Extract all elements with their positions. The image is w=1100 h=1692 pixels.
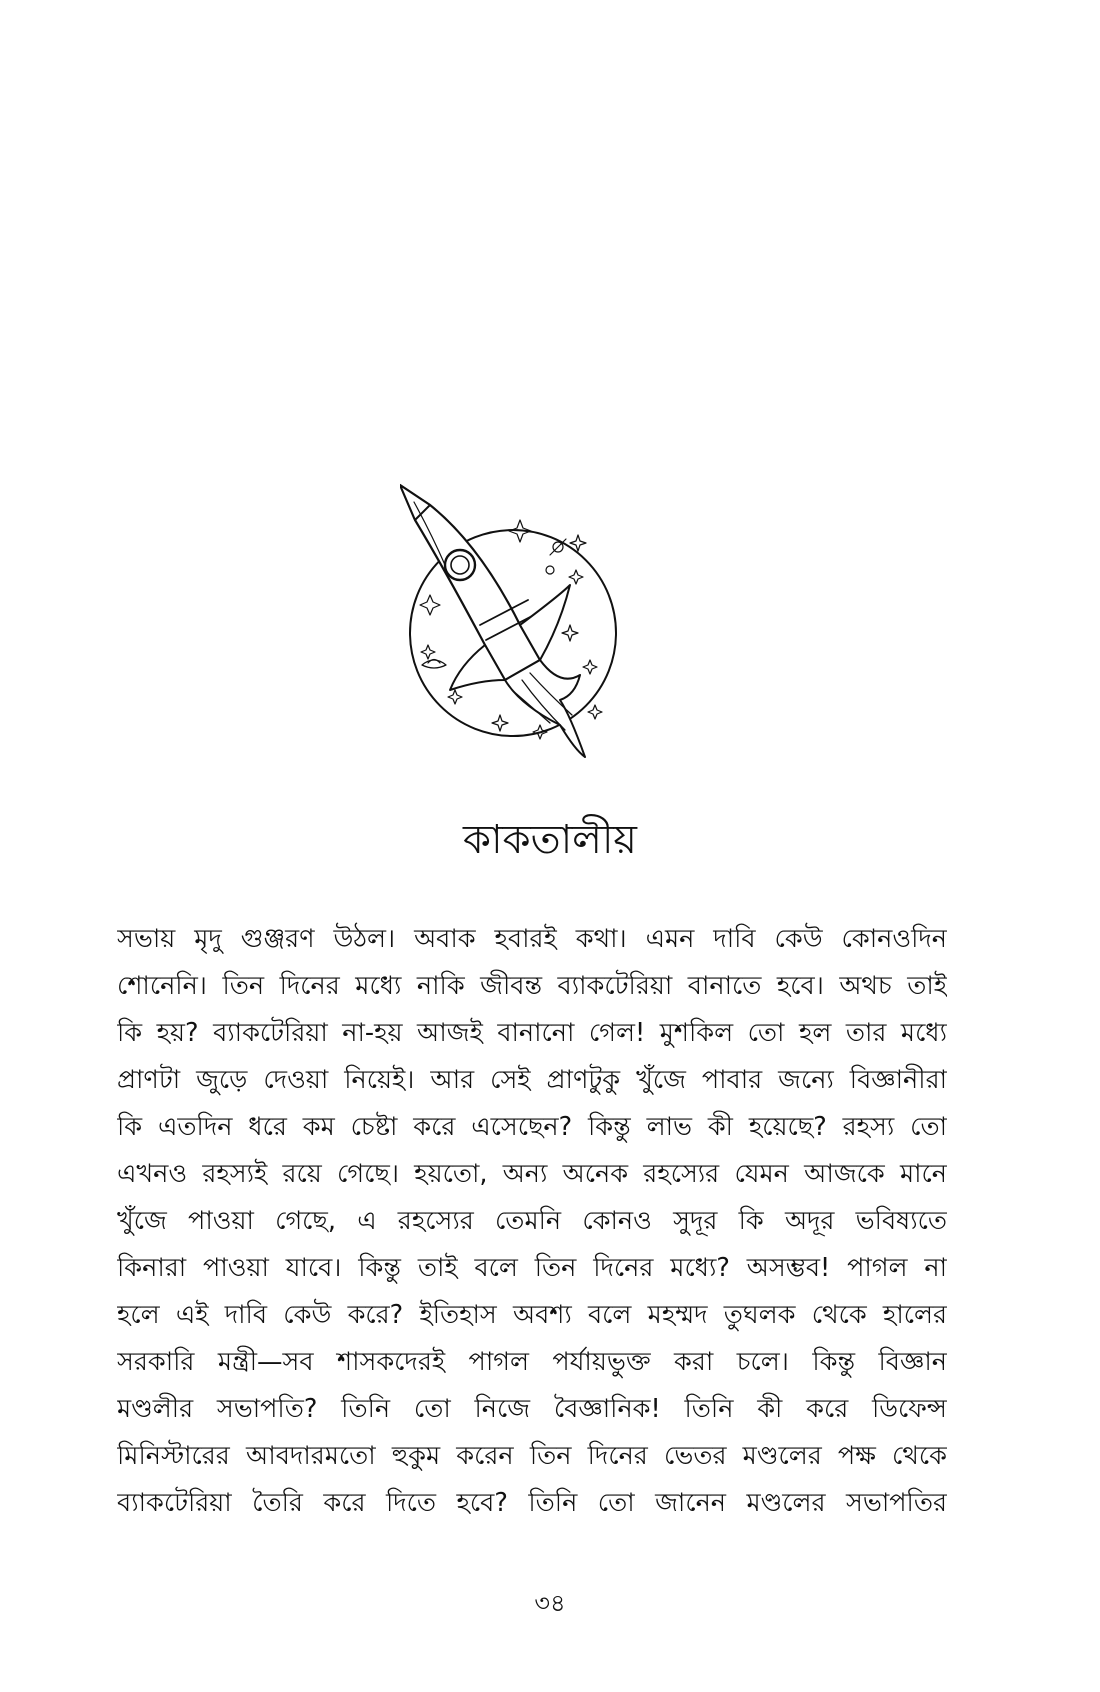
page-number: ৩৪ — [534, 1589, 566, 1617]
text-line: মিনিস্টারের আবদারমতো হুকুম করেন তিন দিনের ভেতর মণ্ডলের পক্ষ থেকে — [117, 1441, 947, 1471]
text-line: কি হয়? ব্যাকটেরিয়া না-হয় আজই বানানো গেল! মুশকিল তো হল তার মধ্যে — [117, 1018, 947, 1048]
text-line: শোনেনি। তিন দিনের মধ্যে নাকি জীবন্ত ব্যাকটেরিয়া বানাতে হবে। অথচ তাই — [117, 971, 947, 1001]
text-line: হলে এই দাবি কেউ করে? ইতিহাস অবশ্য বলে মহম্মদ তুঘলক থেকে হালের — [117, 1300, 947, 1330]
text-line: এখনও রহস্যই রয়ে গেছে। হয়তো, অন্য অনেক রহস্যের যেমন আজকে মানে — [117, 1159, 947, 1189]
rocket-with-moon-icon — [400, 475, 670, 760]
text-line: কিনারা পাওয়া যাবে। কিন্তু তাই বলে তিন দিনের মধ্যে? অসম্ভব! পাগল না — [117, 1253, 947, 1283]
text-line: কি এতদিন ধরে কম চেষ্টা করে এসেছেন? কিন্তু লাভ কী হয়েছে? রহস্য তো — [117, 1112, 947, 1142]
body-paragraph — [117, 916, 947, 1527]
text-line: খুঁজে পাওয়া গেছে, এ রহস্যের তেমনি কোনও সুদূর কি অদূর ভবিষ্যতে — [117, 1206, 947, 1236]
text-line: সভায় মৃদু গুঞ্জরণ উঠল। অবাক হবারই কথা। এমন দাবি কেউ কোনওদিন — [117, 924, 947, 954]
chapter-title: কাকতালীয় — [463, 817, 637, 863]
text-line: সরকারি মন্ত্রী—সব শাসকদেরই পাগল পর্যায়ভুক্ত করা চলে। কিন্তু বিজ্ঞান — [117, 1347, 947, 1377]
text-line: মণ্ডলীর সভাপতি? তিনি তো নিজে বৈজ্ঞানিক! তিনি কী করে ডিফেন্স — [117, 1394, 947, 1424]
text-line: ব্যাকটেরিয়া তৈরি করে দিতে হবে? তিনি তো জানেন মণ্ডলের সভাপতির — [117, 1488, 947, 1518]
text-line: প্রাণটা জুড়ে দেওয়া নিয়েই। আর সেই প্রাণটুকু খুঁজে পাবার জন্যে বিজ্ঞানীরা — [117, 1065, 947, 1095]
